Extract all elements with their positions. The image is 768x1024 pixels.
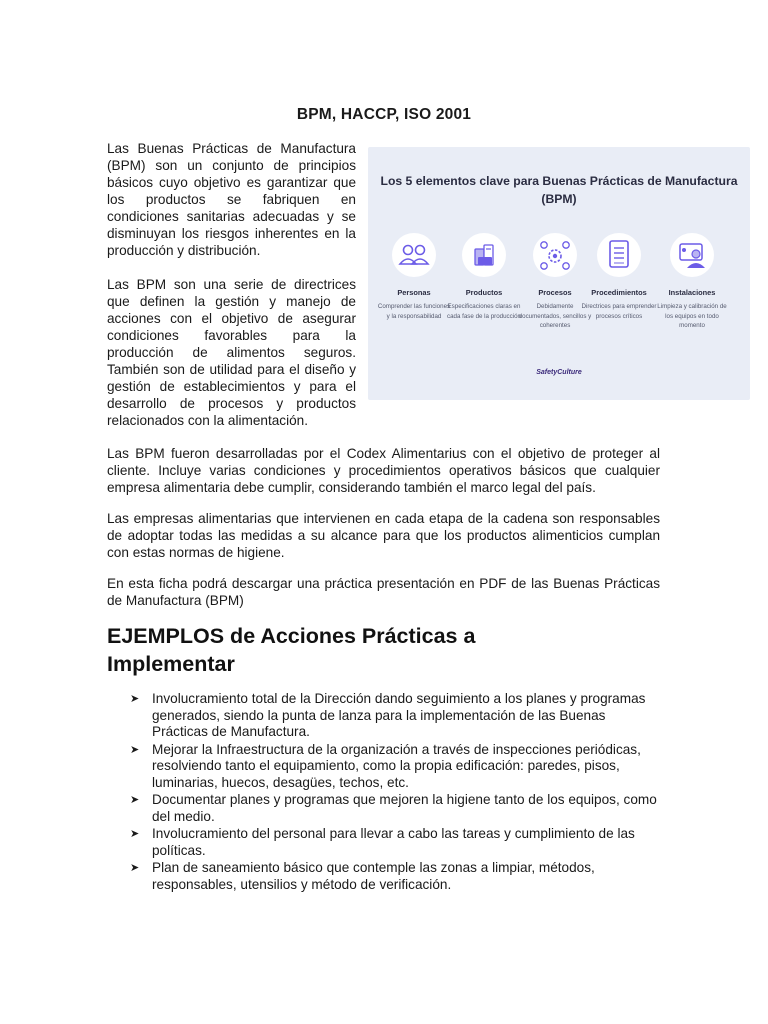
arrow-bullet-icon: ➤ (130, 794, 140, 806)
element-label: Instalaciones (668, 288, 716, 297)
paragraph-bpm-directives: Las BPM son una serie de directrices que definen la gestión y manejo de acciones con el objetivo de asegurar condiciones favorables para la producción de alimentos seguros. También son de utilidad para el diseño y gestión de establecimientos y para el desarrollo de procesos y productos relacionados con la alimentación. (107, 277, 356, 428)
element-label: Procesos (538, 288, 572, 297)
actions-list (130, 691, 660, 894)
paragraph-descarga: En esta ficha podrá descargar una práctica presentación en PDF de las Buenas Prácticas de Manufactura (BPM) (107, 576, 660, 608)
element-desc: Debidamente documentados, sencillos y coherentes (518, 303, 592, 330)
paragraph-bpm-definition: Las Buenas Prácticas de Manufactura (BPM) son un conjunto de principios básicos cuyo objetivo es garantizar que los productos se fabriquen en condiciones sanitarias adecuadas y se disminuyan los riesgos inherentes en la producción y distribución. (107, 141, 356, 258)
document-title: BPM, HACCP, ISO 2001 (296, 106, 472, 123)
element-label: Procedimientos (591, 288, 647, 297)
element-label: Productos (465, 288, 503, 297)
products-icon (461, 232, 507, 278)
element-desc: Directrices para emprender procesos críticos (581, 303, 657, 320)
list-item: ➤ Mejorar la Infraestructura de la organización a través de inspecciones periódicas, resolviendo tanto el equipamiento, como la propia edificación: paredes, pisos, luminarias, huecos, desagües, techos, etc. (130, 741, 641, 790)
element-label: Personas (397, 288, 431, 297)
list-item: ➤ Documentar planes y programas que mejoren la higiene tanto de los equipos, como del medio. (130, 792, 657, 824)
section-heading-line2: Implementar (107, 652, 235, 676)
element-personas (376, 232, 452, 321)
element-desc: Comprender las funciones y la responsabilidad (377, 303, 451, 320)
arrow-bullet-icon: ➤ (130, 693, 140, 705)
arrow-bullet-icon: ➤ (130, 862, 140, 874)
checklist-icon (596, 232, 642, 278)
section-heading-line1: EJEMPLOS de Acciones Prácticas a (107, 624, 476, 648)
list-item: ➤ Plan de saneamiento básico que contemple las zonas a limpiar, métodos, responsables, utensilios y método de verificación. (130, 860, 595, 892)
paragraph-codex: Las BPM fueron desarrolladas por el Codex Alimentarius con el objetivo de proteger al cliente. Incluye varias condiciones y procedimientos operativos básicos que cualquier empresa alimentaria debe cumplir, considerando también el marco legal del país. (107, 446, 660, 495)
bpm-infographic (368, 147, 750, 400)
arrow-bullet-icon: ➤ (130, 828, 140, 840)
people-icon (391, 232, 437, 278)
list-item: ➤ Involucramiento total de la Dirección dando seguimiento a los planes y programas generados, siendo la punta de lanza para la implementación de las Buenas Prácticas de Manufactura. (130, 691, 646, 739)
safetyculture-logo: SafetyCulture (536, 369, 582, 376)
element-procedimientos (578, 232, 660, 321)
paragraph-empresas: Las empresas alimentarias que intervienen en cada etapa de la cadena son responsables de adoptar todas las medidas a su alcance para que los productos alimenticios cumplan con estas normas de higiene. (107, 511, 660, 560)
section-heading (107, 622, 527, 678)
list-item: ➤ Involucramiento del personal para llevar a cabo las tareas y cumplimiento de las políticas. (130, 826, 635, 858)
worker-icon (669, 232, 715, 278)
element-instalaciones (654, 232, 730, 331)
infographic-title: Los 5 elementos clave para Buenas Prácticas de Manufactura (BPM) (380, 174, 738, 206)
arrow-bullet-icon: ➤ (130, 743, 140, 756)
element-desc: Limpieza y calibración de los equipos en todo momento (657, 303, 727, 330)
element-desc: Especificaciones claras en cada fase de la producción (447, 303, 521, 320)
element-productos (446, 232, 522, 321)
gears-icon (532, 232, 578, 278)
